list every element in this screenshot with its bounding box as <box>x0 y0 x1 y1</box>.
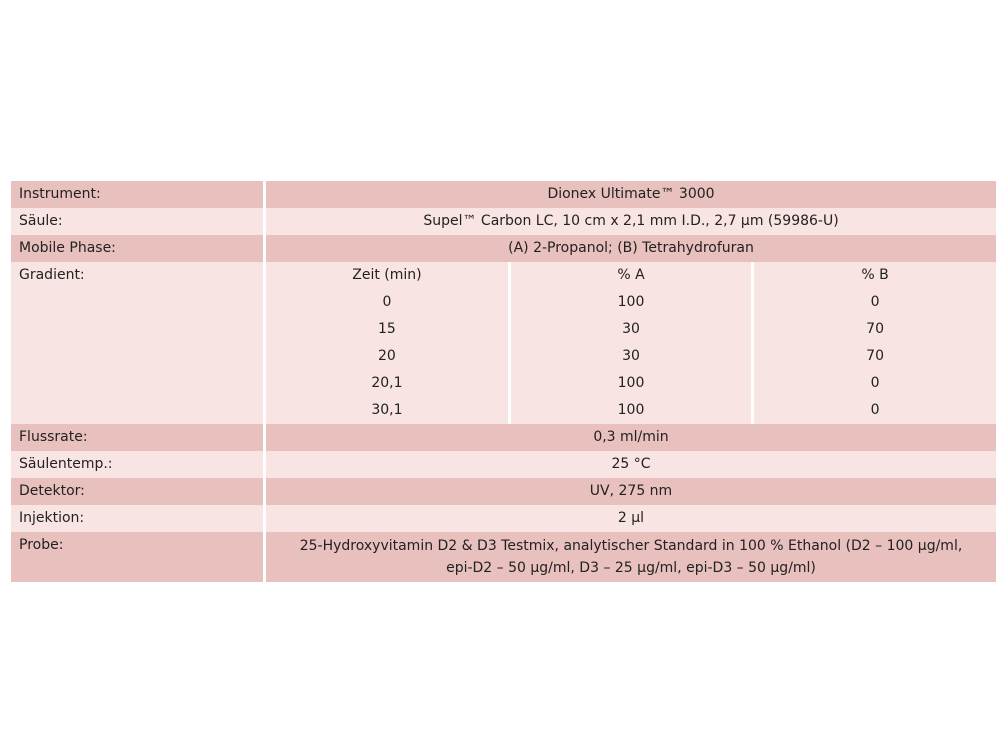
gradient-row <box>266 370 996 397</box>
gradient-a: 100 <box>509 289 752 316</box>
gradient-label: Gradient: <box>11 262 265 424</box>
gradient-b: 0 <box>753 289 996 316</box>
gradient-a: 30 <box>509 343 752 370</box>
gradient-time: 20 <box>266 343 509 370</box>
gradient-a: 30 <box>509 316 752 343</box>
instrument-label: Instrument: <box>11 181 265 208</box>
gradient-time: 15 <box>266 316 509 343</box>
instrument-value: Dionex Ultimate™ 3000 <box>265 181 997 208</box>
row-mobile-phase <box>11 235 996 262</box>
gradient-b: 0 <box>753 370 996 397</box>
probe-value <box>265 532 997 582</box>
gradient-time: 30,1 <box>266 397 509 424</box>
detektor-value: UV, 275 nm <box>265 478 997 505</box>
saeulentemp-label: Säulentemp.: <box>11 451 265 478</box>
gradient-b: 0 <box>753 397 996 424</box>
gradient-header-time: Zeit (min) <box>266 262 509 289</box>
gradient-time: 20,1 <box>266 370 509 397</box>
gradient-row <box>266 289 996 316</box>
gradient-header-a: % A <box>509 262 752 289</box>
probe-label: Probe: <box>11 532 265 582</box>
injektion-value: 2 µl <box>265 505 997 532</box>
saeule-value: Supel™ Carbon LC, 10 cm x 2,1 mm I.D., 2,7 µm (59986-U) <box>265 208 997 235</box>
injektion-label: Injektion: <box>11 505 265 532</box>
gradient-row <box>266 397 996 424</box>
gradient-header-b: % B <box>753 262 996 289</box>
probe-value-line: epi-D2 – 50 µg/ml, D3 – 25 µg/ml, epi-D3 – 50 µg/ml) <box>446 560 816 576</box>
row-flussrate <box>11 424 996 451</box>
gradient-b: 70 <box>753 316 996 343</box>
method-parameters-table <box>11 181 996 582</box>
detektor-label: Detektor: <box>11 478 265 505</box>
gradient-header-row <box>266 262 996 289</box>
row-detektor <box>11 478 996 505</box>
gradient-cell <box>265 262 997 424</box>
gradient-a: 100 <box>509 397 752 424</box>
flussrate-value: 0,3 ml/min <box>265 424 997 451</box>
row-probe <box>11 532 996 582</box>
row-injektion <box>11 505 996 532</box>
gradient-row <box>266 316 996 343</box>
row-instrument <box>11 181 996 208</box>
flussrate-label: Flussrate: <box>11 424 265 451</box>
gradient-row <box>266 343 996 370</box>
gradient-time: 0 <box>266 289 509 316</box>
row-saeule <box>11 208 996 235</box>
saeulentemp-value: 25 °C <box>265 451 997 478</box>
row-gradient <box>11 262 996 424</box>
mobile-phase-label: Mobile Phase: <box>11 235 265 262</box>
gradient-table <box>266 262 996 424</box>
row-saeulentemp <box>11 451 996 478</box>
gradient-a: 100 <box>509 370 752 397</box>
gradient-b: 70 <box>753 343 996 370</box>
probe-value-line: 25-Hydroxyvitamin D2 & D3 Testmix, analytischer Standard in 100 % Ethanol (D2 – 100 µg/ml, <box>299 538 963 554</box>
mobile-phase-value: (A) 2-Propanol; (B) Tetrahydrofuran <box>265 235 997 262</box>
saeule-label: Säule: <box>11 208 265 235</box>
